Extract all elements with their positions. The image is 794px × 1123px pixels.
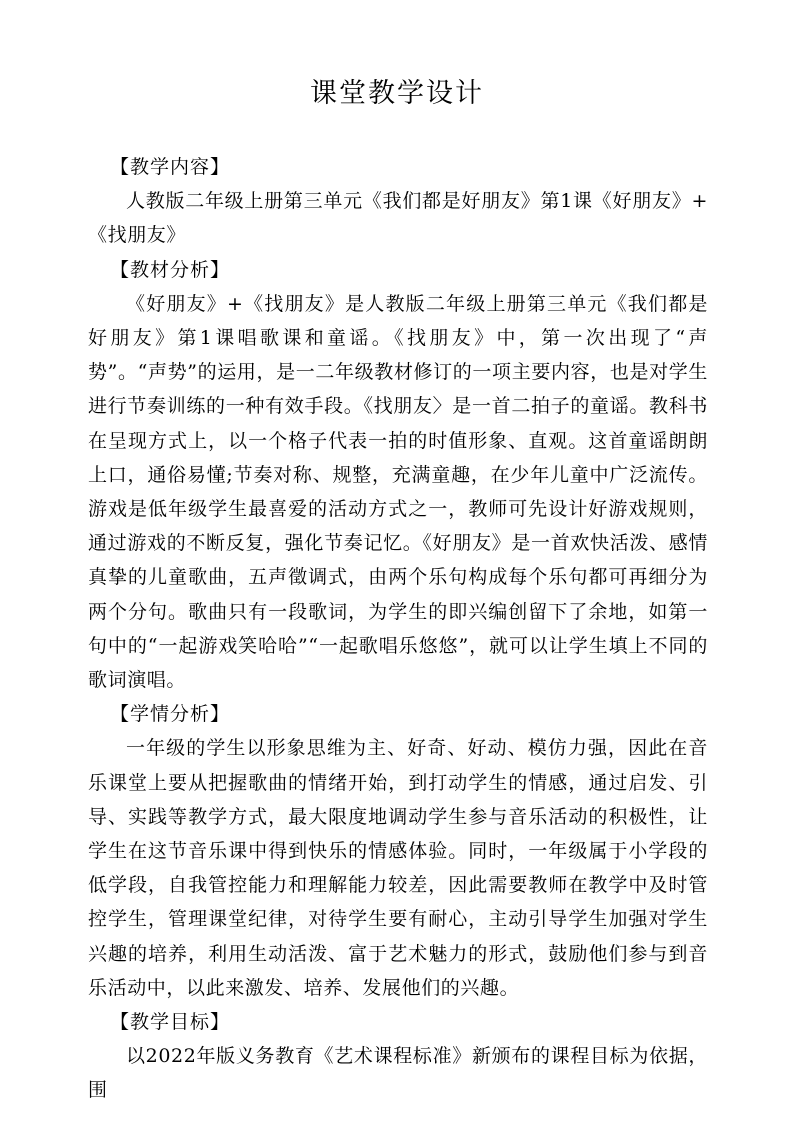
section-heading: 【学情分析】 bbox=[110, 703, 231, 726]
section-paragraph: 《好朋友》+《找朋友》是人教版二年级上册第三单元《我们都是好朋友》第1课唱歌课和童谣。《找朋友》中，第一次出现了“声势”。“声势”的运用，是一二年级教材修订的一项主要内容，也是对学生进行节奏训练的一种有效手段。《找朋友〉是一首二拍子的童谣。教科书在呈现方式上，以一个格子代表一拍的时值形象、直观。这首童谣朗朗上口，通俗易懂;节奏对称、规整，充满童趣，在少年儿童中广泛流传。游戏是低年级学生最喜爱的活动方式之一，教师可先设计好游戏规则，通过游戏的不断反复，强化节奏记忆。《好朋友》是一首欢快活泼、感情真挚的儿童歌曲，五声徵调式，由两个乐句构成每个乐句都可再细分为两个分句。歌曲只有一段歌词，为学生的即兴编创留下了余地，如第一句中的“一起游戏笑哈哈”“一起歌唱乐悠悠”，就可以让学生填上不同的歌词演唱。 bbox=[88, 292, 708, 692]
section-heading: 【教材分析】 bbox=[110, 258, 231, 281]
section-student-analysis bbox=[88, 697, 708, 1005]
section-paragraph: 以2022年版义务教育《艺术课程标准》新颁布的课程目标为依据，围 bbox=[88, 1045, 708, 1102]
document-body bbox=[88, 150, 708, 1108]
section-teaching-content bbox=[88, 150, 708, 253]
section-paragraph: 一年级的学生以形象思维为主、好奇、好动、模仿力强，因此在音乐课堂上要从把握歌曲的情绪开始，到打动学生的情感，通过启发、引导、实践等教学方式，最大限度地调动学生参与音乐活动的积极性，让学生在这节音乐课中得到快乐的情感体验。同时，一年级属于小学段的低学段，自我管控能力和理解能力较差，因此需要教师在教学中及时管控学生，管理课堂纪律，对待学生要有耐心，主动引导学生加强对学生兴趣的培养，利用生动活泼、富于艺术魅力的形式，鼓励他们参与到音乐活动中，以此来激发、培养、发展他们的兴趣。 bbox=[88, 737, 708, 999]
section-textbook-analysis bbox=[88, 253, 708, 698]
page-title: 课堂教学设计 bbox=[310, 78, 484, 109]
section-heading: 【教学内容】 bbox=[110, 156, 231, 178]
section-paragraph: 人教版二年级上册第三单元《我们都是好朋友》第1课《好朋友》+《找朋友》 bbox=[88, 190, 708, 247]
section-teaching-goals bbox=[88, 1005, 708, 1108]
section-heading: 【教学目标】 bbox=[110, 1011, 231, 1034]
